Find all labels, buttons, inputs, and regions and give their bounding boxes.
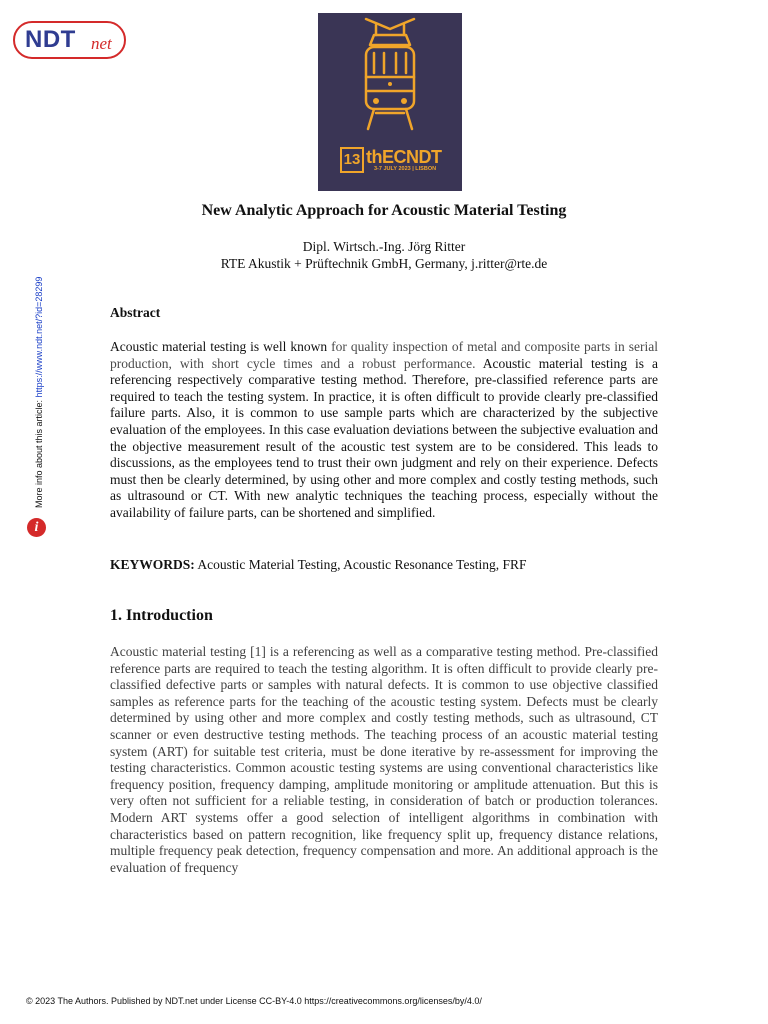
- keywords-label: KEYWORDS:: [110, 557, 195, 572]
- abstract-rest: Acoustic material testing is a referencing respectively comparative testing method. Therefore, pre-classified reference parts are required to teach the testing system. In practice, it is often difficult to provide clearly pre-classified failure parts. Also, it is common to use sample parts which are characterized by the subjective evaluation of the employees. In this case evaluation deviations between the subjective evaluation and the objective measurement result of the acoustic test system are to be considered. This leads to discussions, as the employees tend to trust their own judgment and rely on their experience. Defects must then be clearly determined, by using other and more complex and costly testing methods, such as ultrasound or CT. With new analytic techniques the teaching process, especially without the availability of failure parts, can be shortened and simplified.: [110, 355, 658, 520]
- info-icon[interactable]: i: [27, 518, 46, 537]
- badge-number: 13: [340, 147, 364, 173]
- introduction-paragraph: Acoustic material testing [1] is a referencing as well as a comparative testing method. Pre-classified reference parts are required to teach the testing algorithm. It is often difficult to provide clearly pre-classified defective parts or samples with natural defects. It is common to use objective classified samples as reference parts for the teaching of the acoustic testing system. Defects must be clearly determined by using other and more complex and costly testing methods, such as ultrasound, CT scanner or even destructive testing methods. The teaching process of an acoustic material testing system (ART) for suitable test criteria, must be done iterative by re-assessment for improving the testing characteristics. Common acoustic testing systems are using conventional characteristics like frequency position, frequency damping, amplitude monitoring or amplitude attenuation. But this is very often not sufficient for a reliable testing, in consideration of batch or production tolerances. Modern ART systems offer a good selection of intelligent algorithms in combination with characteristics based on pattern recognition, like frequency split up, frequency distance relations, multiple frequency peak detection, frequency compensation and more. An additional approach is the evaluation of frequency: [110, 644, 658, 875]
- abstract-highlight: for quality inspection of metal and composite parts in serial production, with short cycle times and a robust performance.: [110, 339, 658, 371]
- side-info-text: [34, 277, 44, 508]
- license-footer: © 2023 The Authors. Published by NDT.net under License CC-BY-4.0 https://creativecommons.org/licenses/by/4.0/: [26, 996, 482, 1006]
- keywords-text: Acoustic Material Testing, Acoustic Resonance Testing, FRF: [194, 557, 527, 572]
- badge-name: thECNDT: [366, 147, 442, 167]
- side-info-prefix: More info about this article:: [34, 397, 44, 508]
- section-heading: 1. Introduction: [110, 607, 213, 624]
- conference-badge: [318, 13, 462, 191]
- logo-suffix-text: net: [91, 34, 112, 53]
- paper-title: New Analytic Approach for Acoustic Material Testing: [201, 202, 567, 219]
- ndt-net-logo[interactable]: [13, 21, 126, 59]
- abstract-paragraph: [110, 339, 658, 522]
- paper-affiliation: RTE Akustik + Prüftechnik GmbH, Germany, j.ritter@rte.de: [220, 256, 548, 271]
- article-link[interactable]: https://www.ndt.net/?id=28299: [34, 276, 44, 398]
- abstract-heading: Abstract: [110, 305, 161, 320]
- keywords-line: [110, 557, 526, 573]
- badge-date: 3-7 JULY 2023 | LISBON: [374, 166, 437, 172]
- paper-author: Dipl. Wirtsch.-Ing. Jörg Ritter: [302, 239, 466, 254]
- abstract-lead: Acoustic material testing is well known: [110, 339, 332, 354]
- logo-main-text: NDT: [25, 26, 76, 53]
